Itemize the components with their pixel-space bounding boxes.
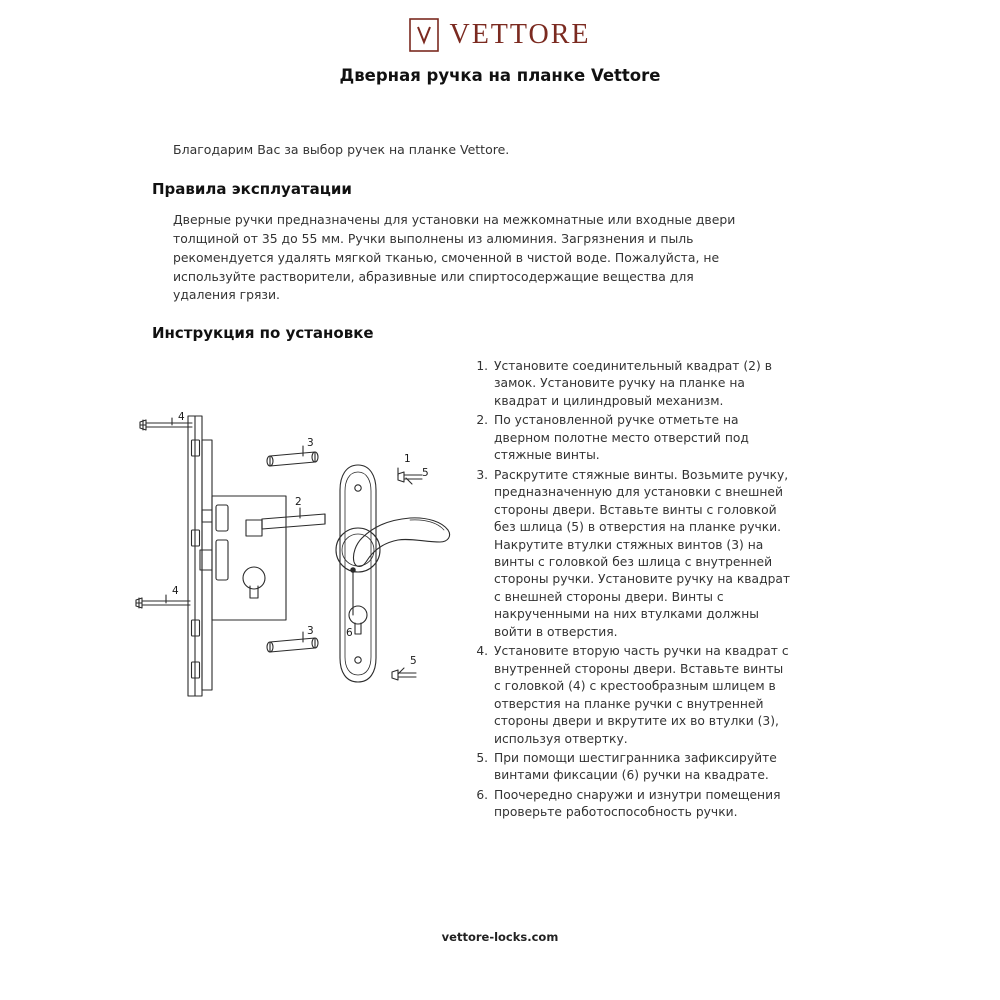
diagram-callouts [172,411,429,667]
list-item: 2. По установленной ручке отметьте на дверном полотне место отверстий под стяжные винты. [492,412,792,464]
diagram-svg [110,410,470,730]
callout-4-top: 4 [178,411,185,423]
callout-3-bottom: 3 [307,625,314,637]
list-item: 1. Установите соединительный квадрат (2) в замок. Установите ручку на планке на квадрат и цилиндровый механизм. [492,358,792,410]
callout-1: 1 [404,453,411,465]
installation-steps [470,358,792,824]
vettore-v-mark-icon [409,18,439,52]
footer-site: vettore-locks.com [441,930,559,944]
callout-5-top: 5 [422,467,429,479]
section-body-rules [173,211,738,305]
list-item: 6. Поочередно снаружи и изнутри помещения проверьте работоспособность ручки. [492,787,792,822]
rules-paragraph: Дверные ручки предназначены для установки на межкомнатные или входные двери толщиной от 35 до 55 мм. Ручки выполнены из алюминия. Загрязнения и пыль рекомендуется удалять мягкой тканью, смоченной в чистой воде. Пожалуйста, не используйте растворители, абразивные или спиртосодержащие вещества для удаления грязи. [173,212,736,303]
brand-name: VETTORE [449,19,591,50]
list-item: 4. Установите вторую часть ручки на квадрат с внутренней стороны двери. Вставьте винты с головкой (4) с крестообразным шлицем в отверстия на планке ручки с внутренней стороны двери и вкрутите их во втулки (3), используя отвертку. [492,643,792,748]
brand-logo [0,18,1000,52]
callout-3-top: 3 [307,437,314,449]
section-heading-install: Инструкция по установке [152,324,374,342]
callout-6: 6 [346,627,353,639]
page-title: Дверная ручка на планке Vettore [339,66,661,85]
callout-5-bottom: 5 [410,655,417,667]
callout-4-bottom: 4 [172,585,179,597]
door-handle-exploded-diagram [110,410,470,730]
section-heading-rules: Правила эксплуатации [152,180,352,198]
intro-text: Благодарим Вас за выбор ручек на планке Vettore. [173,142,510,157]
list-item: 5. При помощи шестигранника зафиксируйте винтами фиксации (6) ручки на квадрате. [492,750,792,785]
callout-2: 2 [295,496,302,508]
list-item: 3. Раскрутите стяжные винты. Возьмите ручку, предназначенную для установки с внешней стороны двери. Вставьте винты с головкой без шлица (5) в отверстия на планке ручки. Накрутите втулки стяжных винтов (3) на винты с головкой без шлица с внутренней стороны ручки. Установите ручку на квадрат с внешней стороны двери. Винты с накрученными на них втулками должны войти в отверстия. [492,467,792,642]
